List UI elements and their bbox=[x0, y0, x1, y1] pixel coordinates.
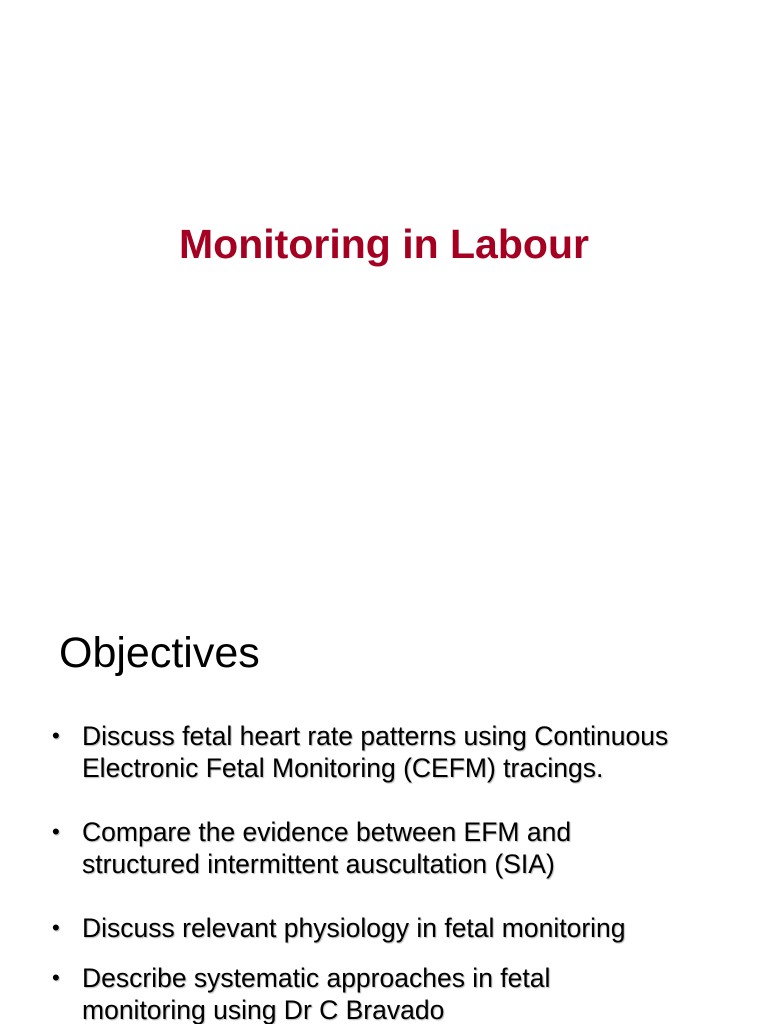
list-item-line: structured intermittent auscultation (SIA) bbox=[82, 849, 555, 879]
slide-title: Monitoring in Labour bbox=[179, 221, 589, 267]
bullet-icon: • bbox=[52, 723, 60, 748]
list-item bbox=[52, 816, 762, 880]
list-item-line: Discuss relevant physiology in fetal monitoring bbox=[82, 913, 626, 943]
objectives-slide bbox=[0, 576, 768, 1024]
list-item bbox=[52, 912, 762, 944]
bullet-icon: • bbox=[52, 915, 60, 940]
objectives-heading: Objectives bbox=[59, 629, 260, 677]
list-item-line: Discuss fetal heart rate patterns using Continuous bbox=[82, 721, 669, 751]
list-item bbox=[52, 720, 762, 784]
objectives-list bbox=[52, 720, 762, 1024]
bullet-icon: • bbox=[52, 965, 60, 990]
list-item-line: Electronic Fetal Monitoring (CEFM) tracings. bbox=[82, 753, 604, 783]
bullet-icon: • bbox=[52, 819, 60, 844]
list-item-line: Describe systematic approaches in fetal bbox=[82, 963, 551, 993]
list-item-line: Compare the evidence between EFM and bbox=[82, 817, 572, 847]
list-item-line: monitoring using Dr C Bravado bbox=[82, 995, 445, 1024]
list-item bbox=[52, 962, 762, 1024]
